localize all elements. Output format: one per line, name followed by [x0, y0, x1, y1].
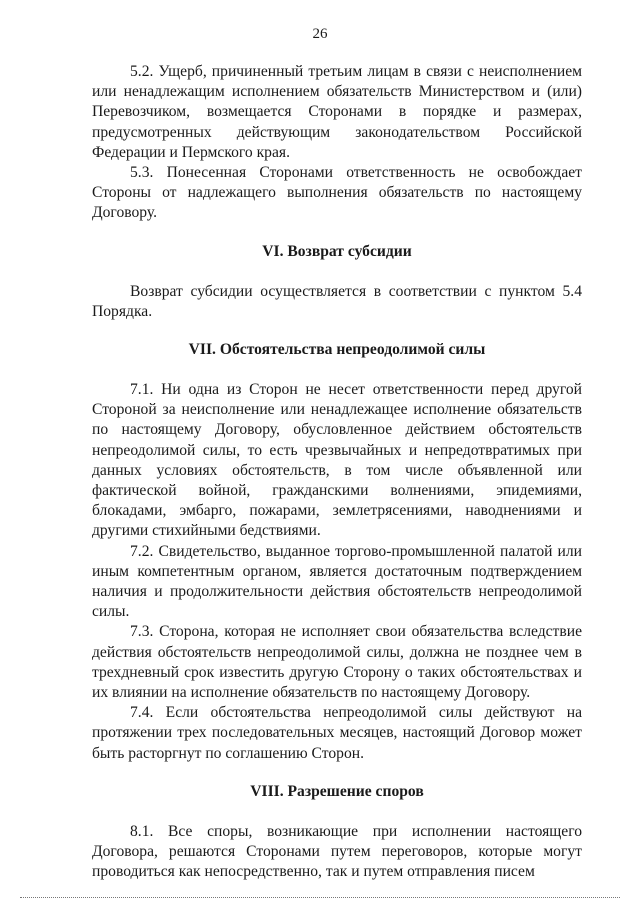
clause-8-1: 8.1. Все споры, возникающие при исполнении настоящего Договора, решаются Сторонами путем переговоров, которые могут проводиться как непосредственно, так и путем отправления писем [92, 822, 582, 881]
clause-5-2: 5.2. Ущерб, причиненный третьим лицам в связи с неисполнением или ненадлежащим исполнением обязательств Министерством и (или) Перевозчиком, возмещается Сторонами в порядке и размерах, предусмотренных действующим законодательством Российской Федерации и Пермского края. [92, 63, 582, 161]
section-8-heading: VIII. Разрешение споров [250, 782, 424, 800]
footer-divider [20, 897, 620, 898]
clause-7-2: 7.2. Свидетельство, выданное торгово-промышленной палатой или иным компетентным органом, является достаточным подтверждением наличия и продолжительности действия обстоятельств непреодолимой силы. [92, 542, 582, 621]
section-7-heading: VII. Обстоятельства непреодолимой силы [188, 341, 486, 359]
clause-5-3: 5.3. Понесенная Сторонами ответственность не освобождает Стороны от надлежащего выполнения обязательств по настоящему Договору. [92, 164, 582, 222]
clause-7-4: 7.4. Если обстоятельства непреодолимой силы действуют на протяжении трех последовательных месяцев, настоящий Договор может быть расторгнут по соглашению Сторон. [92, 704, 582, 762]
clause-7-1: 7.1. Ни одна из Сторон не несет ответственности перед другой Стороной за неисполнение или ненадлежащее исполнение обязательств по настоящему Договору, обусловленное действием обстоятельств непреодолимой силы, то есть чрезвычайных и непредотвратимых при данных условиях обстоятельств, в том числе объявленной или фактической войной, гражданскими волнениями, эпидемиями, блокадами, эмбарго, пожарами, землетрясениями, наводнениями и другими стихийными бедствиями. [92, 381, 582, 540]
page-number: 26 [312, 26, 328, 42]
document-body [92, 62, 582, 883]
clause-7-3: 7.3. Сторона, которая не исполняет свои обязательства вследствие действия обстоятельств непреодолимой силы, должна не позднее чем в трехдневный срок известить другую Сторону о таких обстоятельствах и их влиянии на исполнение обязательств по настоящему Договору. [92, 623, 582, 702]
section-6-heading: VI. Возврат субсидии [262, 242, 412, 260]
section-6-paragraph: Возврат субсидии осуществляется в соответствии с пунктом 5.4 Порядка. [92, 282, 582, 320]
